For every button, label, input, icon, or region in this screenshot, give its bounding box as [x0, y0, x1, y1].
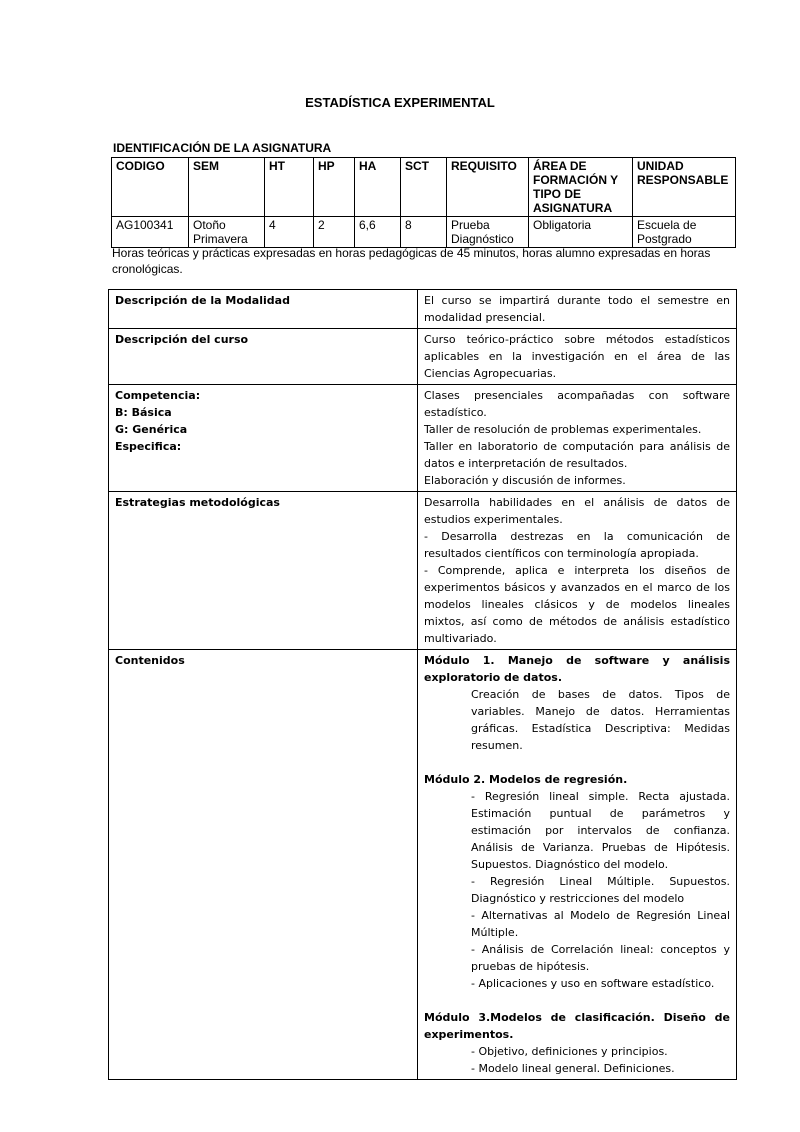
value-ha: 6,6: [355, 217, 401, 248]
contenidos-label: Contenidos: [109, 650, 418, 1080]
competencia-line: Taller de resolución de problemas experimentales.: [424, 423, 702, 436]
modulo2-item: - Aplicaciones y uso en software estadístico.: [471, 977, 715, 990]
especifica-label: Especifica:: [115, 440, 182, 453]
competencia-line: Elaboración y discusión de informes.: [424, 474, 626, 487]
estrategias-line: Desarrolla habilidades en el análisis de datos de estudios experimentales.: [424, 496, 730, 526]
modulo1-title: Módulo 1. Manejo de software y análisis exploratorio de datos.: [424, 654, 730, 684]
header-hp: HP: [314, 158, 355, 217]
competencia-label: Competencia:: [115, 389, 201, 402]
modulo2-title: Módulo 2. Modelos de regresión.: [424, 773, 628, 786]
estrategias-value: [418, 492, 737, 650]
competencia-row: [109, 385, 737, 492]
modulo3-item: - Modelo lineal general. Definiciones.: [471, 1062, 675, 1075]
value-sem: Otoño Primavera: [189, 217, 265, 248]
value-unidad: Escuela de Postgrado: [633, 217, 736, 248]
modalidad-value: El curso se impartirá durante todo el semestre en modalidad presencial.: [418, 290, 737, 329]
estrategias-label: Estrategias metodológicas: [109, 492, 418, 650]
value-hp: 2: [314, 217, 355, 248]
value-area: Obligatoria: [529, 217, 633, 248]
header-unidad: UNIDAD RESPONSABLE: [633, 158, 736, 217]
value-ht: 4: [265, 217, 314, 248]
estrategias-line: - Comprende, aplica e interpreta los diseños de experimentos básicos y avanzados en el marco de los modelos lineales clásicos y de modelos lineales mixtos, así como de métodos de análisis estadístico multivariado.: [424, 564, 730, 645]
document-title: ESTADÍSTICA EXPERIMENTAL: [305, 95, 495, 110]
course-details-table: [108, 289, 737, 1080]
competencia-line: Clases presenciales acompañadas con software estadístico.: [424, 389, 730, 419]
header-ha: HA: [355, 158, 401, 217]
identification-table: [111, 157, 736, 248]
header-requisito: REQUISITO: [447, 158, 529, 217]
generica-label: G: Genérica: [115, 423, 188, 436]
header-sem: SEM: [189, 158, 265, 217]
modalidad-label: Descripción de la Modalidad: [109, 290, 418, 329]
identification-header-row: [112, 158, 736, 217]
header-area: ÁREA DE FORMACIÓN Y TIPO DE ASIGNATURA: [529, 158, 633, 217]
curso-label: Descripción del curso: [109, 329, 418, 385]
modulo3-item: - Objetivo, definiciones y principios.: [471, 1045, 668, 1058]
value-sct: 8: [401, 217, 447, 248]
modalidad-row: [109, 290, 737, 329]
basica-label: B: Básica: [115, 406, 172, 419]
hours-note: Horas teóricas y prácticas expresadas en horas pedagógicas de 45 minutos, horas alumno expresadas en horas cronológicas.: [112, 246, 711, 276]
header-codigo: CODIGO: [112, 158, 189, 217]
estrategias-line: - Desarrolla destrezas en la comunicación de resultados científicos con terminología apropiada.: [424, 530, 730, 560]
modulo3-title: Módulo 3.Modelos de clasificación. Diseño de experimentos.: [424, 1011, 730, 1041]
contenidos-row: [109, 650, 737, 1080]
competencia-value: [418, 385, 737, 492]
modulo2-item: - Alternativas al Modelo de Regresión Lineal Múltiple.: [471, 909, 730, 939]
estrategias-row: [109, 492, 737, 650]
modulo1-item: Creación de bases de datos. Tipos de variables. Manejo de datos. Herramientas gráficas. Estadística Descriptiva: Medidas resumen.: [471, 688, 730, 752]
identification-heading: IDENTIFICACIÓN DE LA ASIGNATURA: [113, 141, 332, 155]
modulo2-item: - Regresión lineal simple. Recta ajustada. Estimación puntual de parámetros y estimación por intervalos de confianza. Análisis de Varianza. Pruebas de Hipótesis. Supuestos. Diagnóstico del modelo.: [471, 790, 730, 871]
header-ht: HT: [265, 158, 314, 217]
value-codigo: AG100341: [112, 217, 189, 248]
spacer: [424, 754, 730, 771]
competencia-labels: [109, 385, 418, 492]
spacer: [424, 992, 730, 1009]
curso-row: [109, 329, 737, 385]
value-requisito: Prueba Diagnóstico: [447, 217, 529, 248]
curso-value: Curso teórico-práctico sobre métodos estadísticos aplicables en la investigación en el área de las Ciencias Agropecuarias.: [418, 329, 737, 385]
modulo2-item: - Análisis de Correlación lineal: conceptos y pruebas de hipótesis.: [471, 943, 730, 973]
competencia-line: Taller en laboratorio de computación para análisis de datos e interpretación de resultados.: [424, 440, 730, 470]
header-sct: SCT: [401, 158, 447, 217]
modulo2-item: - Regresión Lineal Múltiple. Supuestos. Diagnóstico y restricciones del modelo: [471, 875, 730, 905]
identification-value-row: [112, 217, 736, 248]
contenidos-value: [418, 650, 737, 1080]
